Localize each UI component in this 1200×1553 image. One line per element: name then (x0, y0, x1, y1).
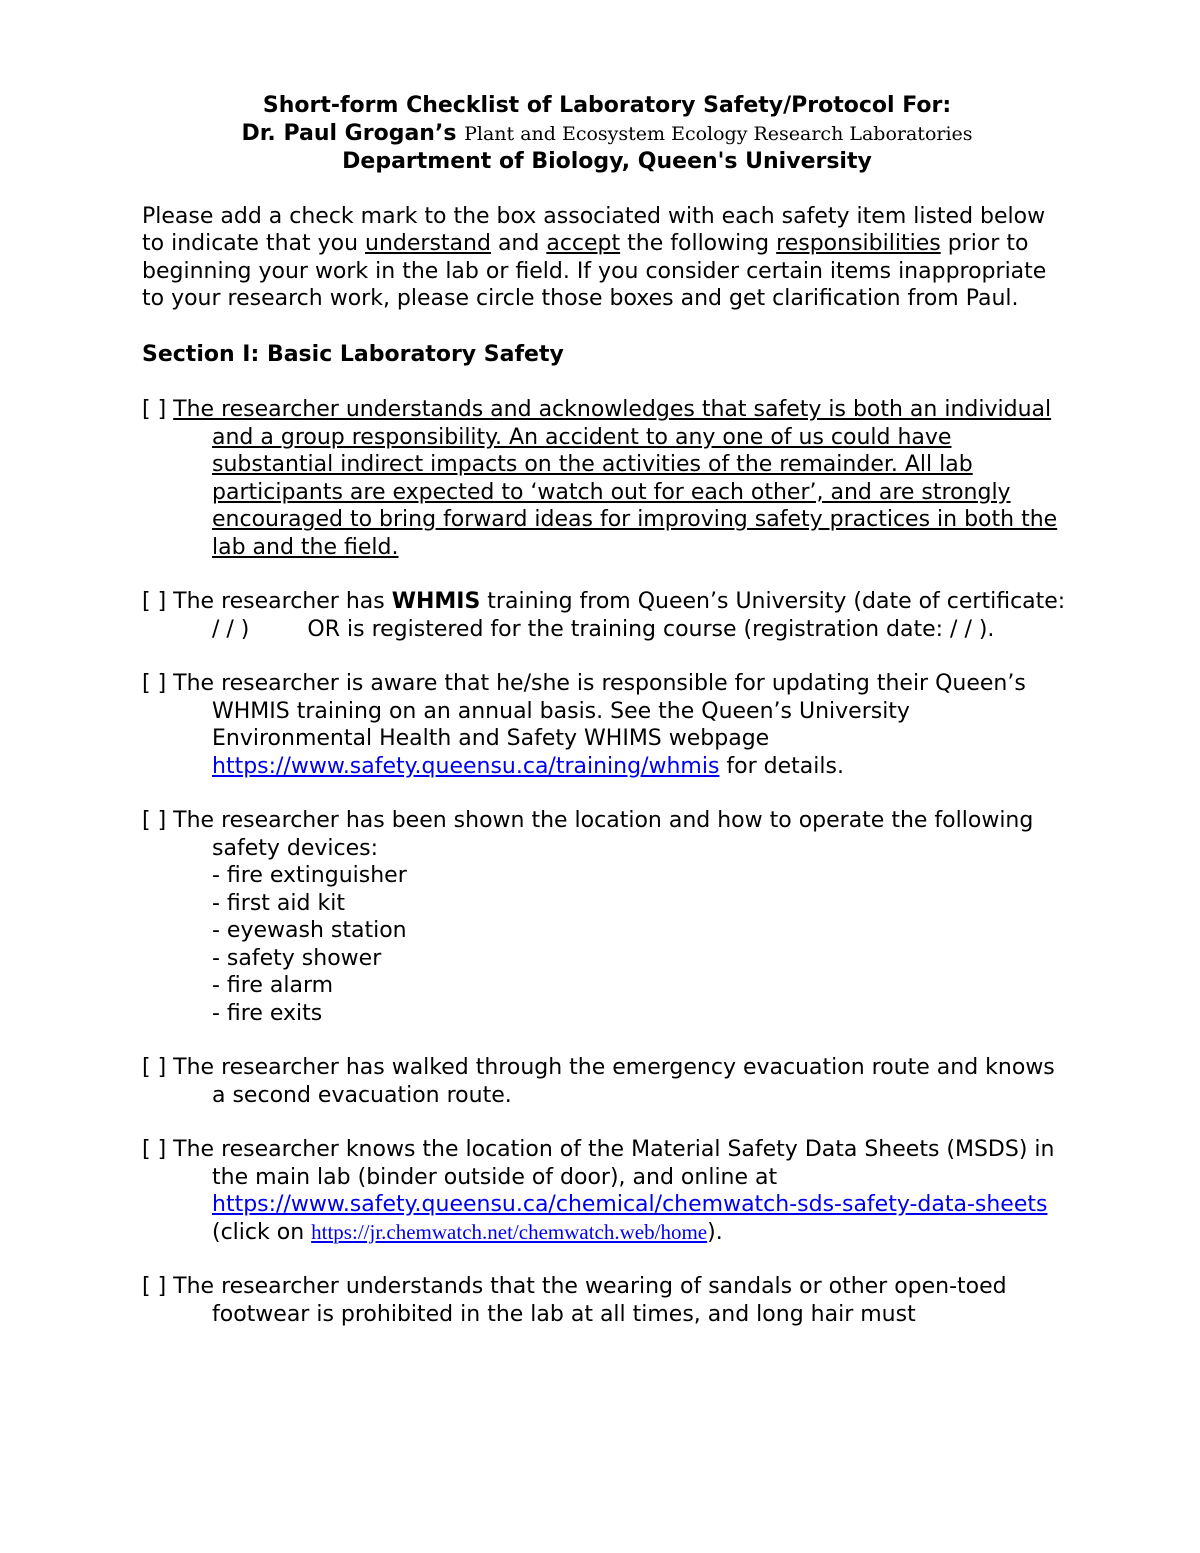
item-2-text-b: training from Queen’s University (date of certificate: / / ) (212, 589, 1066, 642)
title-name: Dr. Paul Grogan’s (241, 120, 457, 146)
device-list-item: - fire exits (212, 1000, 323, 1026)
checkbox[interactable]: [ ] (142, 589, 174, 614)
item-2-whmis: WHMIS (391, 589, 481, 614)
intro-paragraph (142, 203, 1072, 313)
intro-word-responsibilities: responsibilities (776, 231, 941, 256)
checkbox[interactable]: [ ] (142, 1137, 174, 1162)
item-4-intro: The researcher has been shown the location and how to operate the following safety devices: (173, 808, 1034, 861)
msds-link[interactable]: https://www.safety.queensu.ca/chemical/chemwatch-sds-safety-data-sheets (212, 1192, 1048, 1217)
intro-text-1: Please add a check mark to the box associated with each safety item listed below to indicate that you (142, 203, 1046, 256)
checklist-item-1 (142, 396, 1072, 561)
item-3-text-b: for details. (719, 753, 844, 779)
intro-text-and: and (490, 231, 547, 256)
intro-text-3: prior to beginning your work in the lab or field. If you consider certain items inappropriate to your research work, please circle those boxes and get clarification from Paul. (142, 231, 1047, 311)
item-7-text: The researcher understands that the wearing of sandals or other open-toed footwear is prohibited in the lab at all times, and long hair must (173, 1274, 1007, 1327)
checkbox[interactable]: [ ] (142, 808, 174, 833)
title-line-3: Department of Biology, Queen's University (342, 149, 872, 174)
device-list-item: - safety shower (212, 945, 382, 971)
checklist-item-5 (142, 1054, 1072, 1109)
checkbox[interactable]: [ ] (142, 397, 174, 422)
item-6-text-c: ). (707, 1219, 723, 1245)
whmis-training-link[interactable]: https://www.safety.queensu.ca/training/whmis (212, 753, 720, 779)
device-list-item: - fire alarm (212, 973, 334, 998)
device-list-item: - first aid kit (212, 890, 345, 916)
checklist-item-4 (142, 807, 1072, 1027)
document-title (142, 92, 1072, 176)
item-5-text: The researcher has walked through the emergency evacuation route and knows a second evacuation route. (173, 1055, 1055, 1108)
checklist-item-2 (142, 588, 1072, 643)
item-6-text-b: (click on (212, 1219, 312, 1245)
checklist-item-6 (142, 1136, 1072, 1246)
title-line-2 (142, 120, 1072, 149)
item-1-text: The researcher understands and acknowledges that safety is both an individual and a group responsibility. An accident to any one of us could have substantial indirect impacts on the activities of the remainder. All lab participants are expected to ‘watch out for each other’, and are strongly encouraged to bring forward ideas for improving safety practices in both the lab and the field. (173, 397, 1058, 560)
item-2-text-a: The researcher has (173, 589, 392, 614)
device-list-item: - fire extinguisher (212, 863, 407, 888)
device-list-item: - eyewash station (212, 918, 407, 943)
checklist-item-3 (142, 670, 1072, 780)
item-6-text-a: The researcher knows the location of the Material Safety Data Sheets (MSDS) in the main lab (binder outside of door), and online at (173, 1137, 1055, 1190)
item-3-text-a: The researcher is aware that he/she is responsible for updating their Queen’s WHMIS training on an annual basis. See the Queen’s University Environmental Health and Safety WHIMS webpage (173, 671, 1026, 751)
checklist-item-7 (142, 1273, 1072, 1328)
intro-word-accept: accept (546, 231, 621, 256)
section-heading: Section I: Basic Laboratory Safety (142, 341, 564, 367)
chemwatch-link[interactable]: https://jr.chemwatch.net/chemwatch.web/home (311, 1219, 708, 1244)
intro-text-2: the following (620, 231, 777, 256)
checkbox[interactable]: [ ] (142, 671, 174, 696)
checkbox[interactable]: [ ] (142, 1055, 174, 1080)
checkbox[interactable]: [ ] (142, 1274, 174, 1299)
item-2-text-c: OR is registered for the training course (registration date: / / ). (307, 616, 995, 642)
document-body (142, 92, 1072, 1328)
intro-word-understand: understand (365, 231, 491, 256)
title-line-1: Short-form Checklist of Laboratory Safety/Protocol For: (262, 93, 952, 118)
title-lab-name: Plant and Ecosystem Ecology Research Laboratories (464, 122, 973, 145)
